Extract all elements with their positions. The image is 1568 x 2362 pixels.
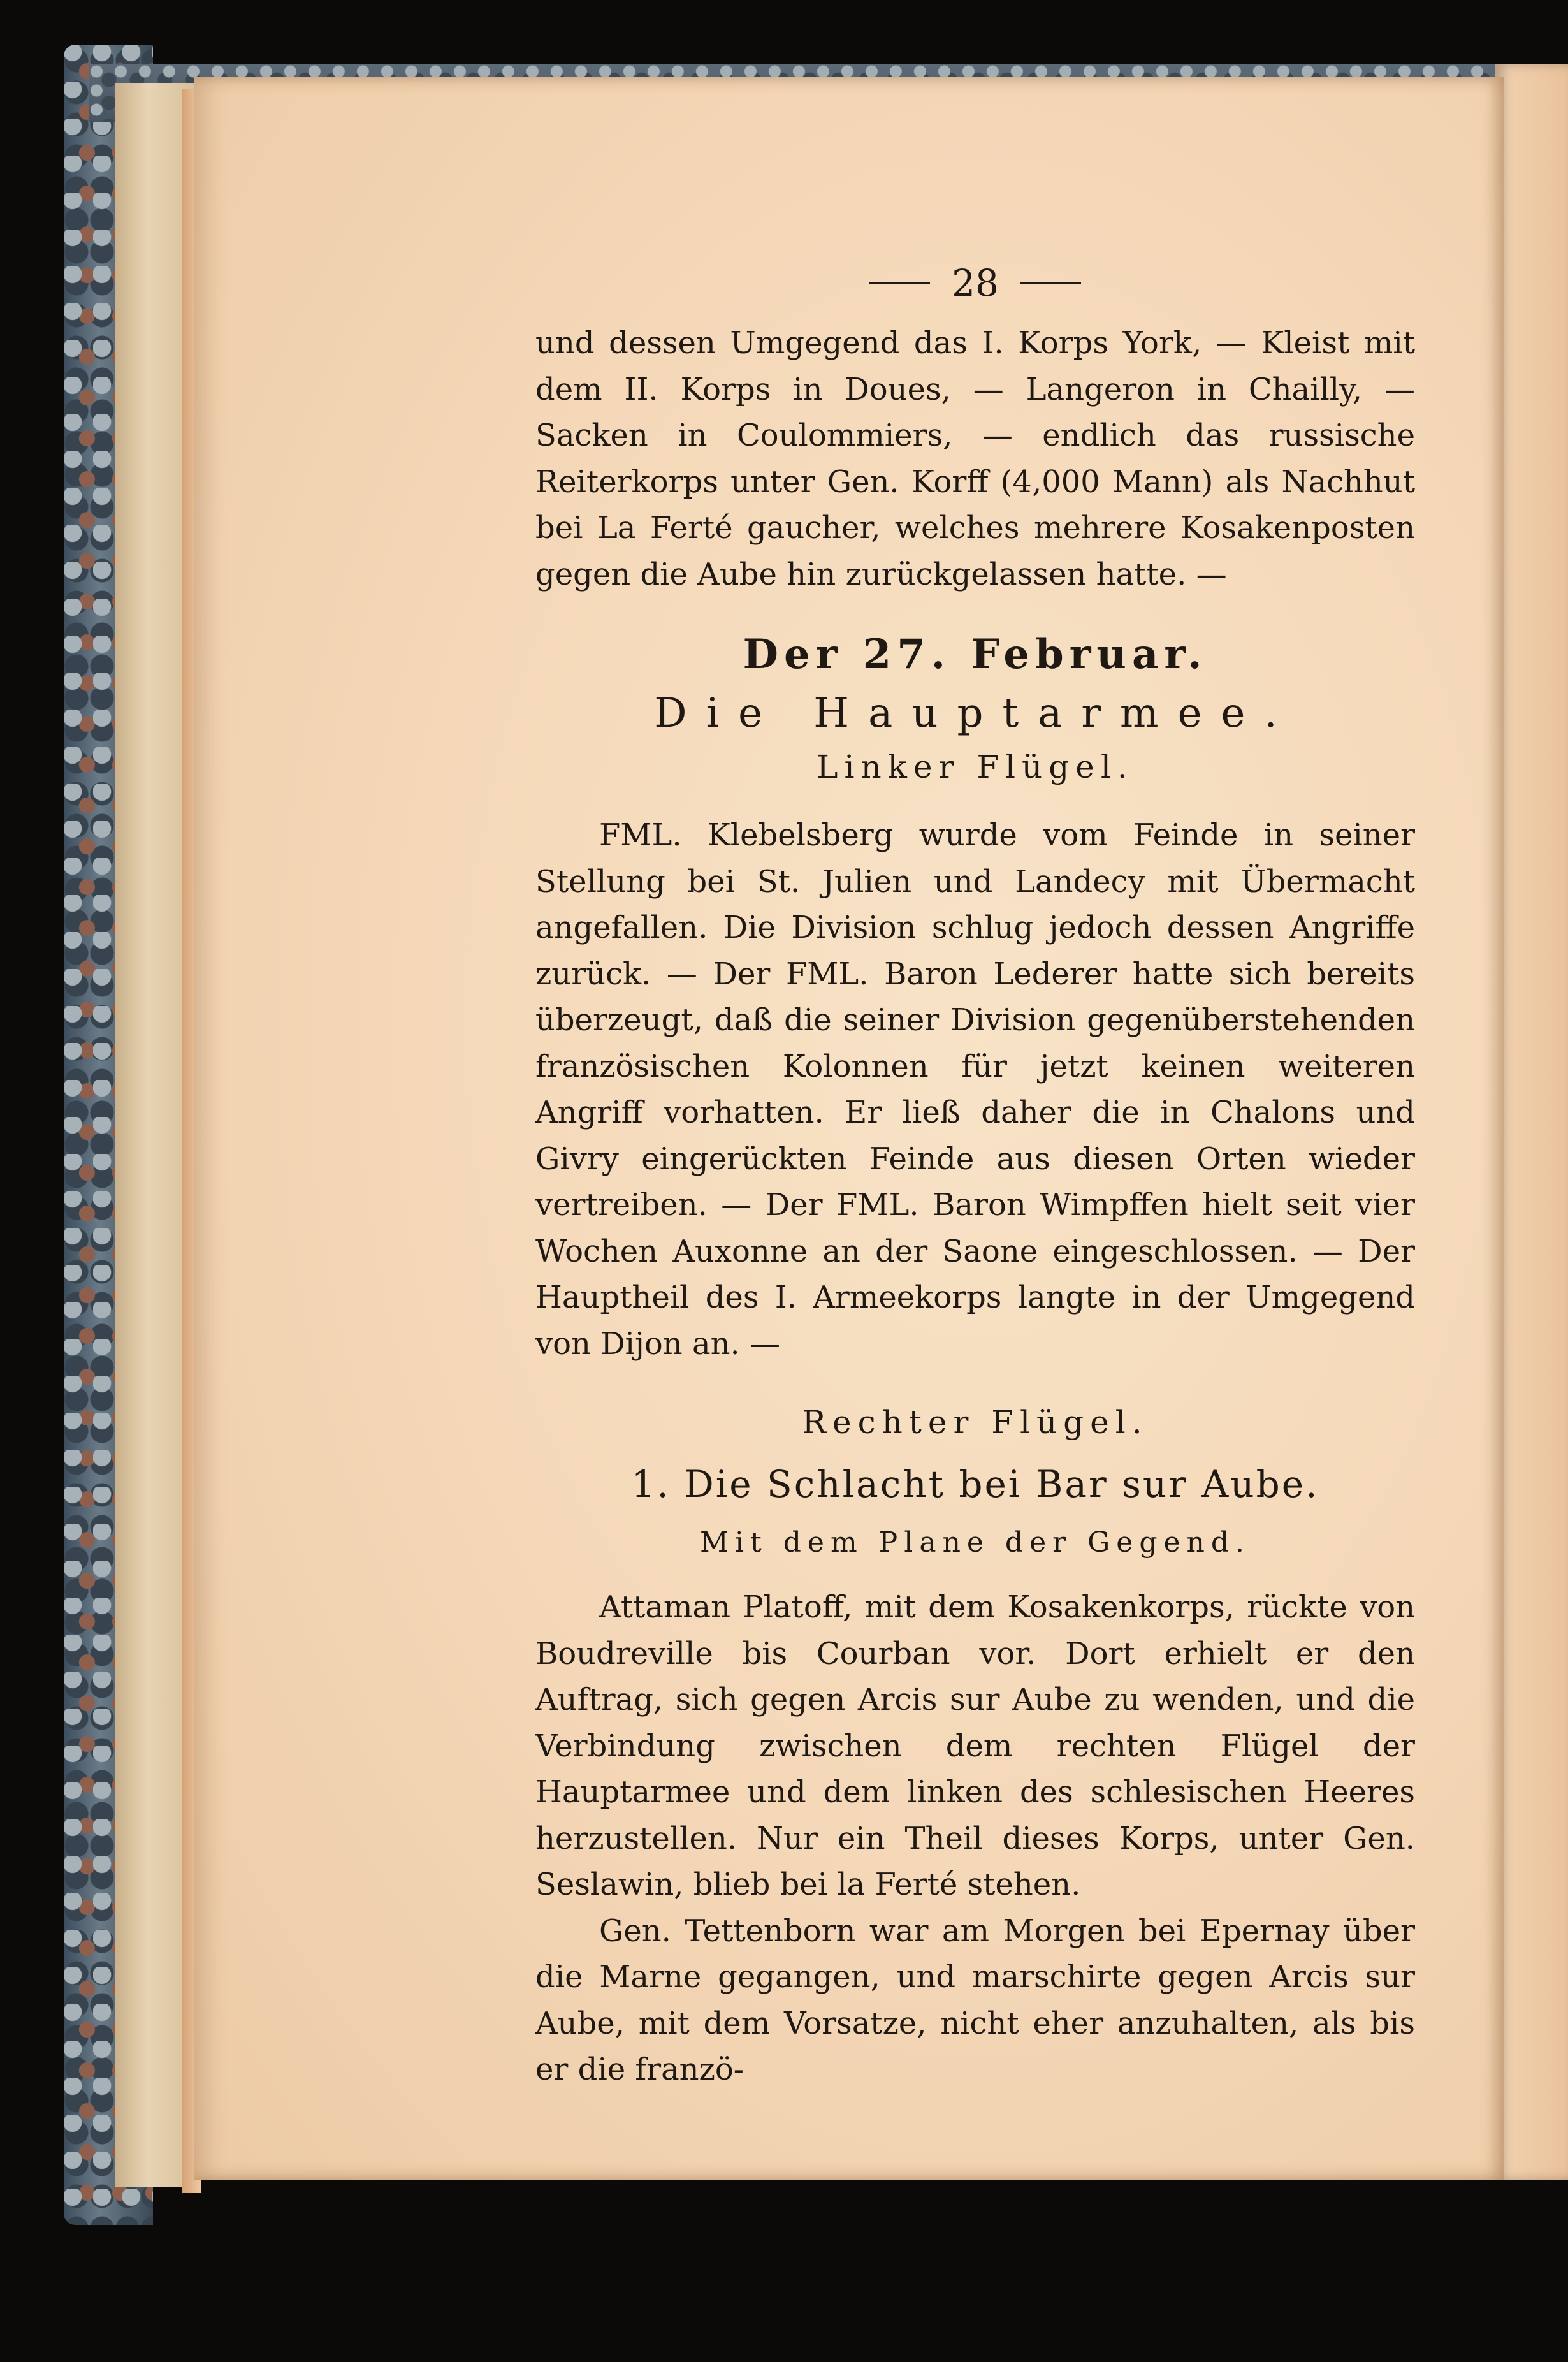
header-dash-right — [1020, 282, 1081, 284]
page-number: 28 — [952, 261, 999, 305]
page-text — [535, 261, 1415, 2093]
plan-subheading: Mit dem Plane der Gegend. — [699, 1526, 1251, 1559]
page-header — [535, 261, 1415, 305]
battle-heading: 1. Die Schlacht bei Bar sur Aube. — [631, 1462, 1319, 1506]
paragraph-3: Attaman Platoff, mit dem Kosakenkorps, rückte von Boudreville bis Courban vor. Dort erhielt er den Auftrag, sich gegen Arcis sur Aube zu wenden, und die Verbindung zwischen dem rechten Flügel der Hauptarmee und dem linken des schlesischen Heeres herzustellen. Nur ein Theil dieses Korps, unter Gen. Seslawin, blieb bei la Ferté stehen. — [535, 1589, 1415, 1902]
facing-page-edge — [1495, 64, 1568, 2180]
header-dash-left — [869, 282, 930, 284]
paragraph-2: FML. Klebelsberg wurde vom Feinde in seiner Stellung bei St. Julien und Landecy mit Übermacht angefallen. Die Division schlug jedoch dessen Angriffe zurück. — Der FML. Baron Lederer hatte sich bereits überzeugt, daß die seiner Division gegenüberstehenden französischen Kolonnen für jetzt keinen weiteren Angriff vorhatten. Er ließ daher die in Chalons und Givry eingerückten Feinde aus diesen Orten wieder vertreiben. — Der FML. Baron Wimpffen hielt seit vier Wochen Auxonne an der Saone eingeschlossen. — Der Hauptheil des I. Armeekorps langte in der Umgegend von Dijon an. — — [535, 817, 1415, 1362]
date-heading: Der 27. Februar. — [743, 631, 1208, 678]
army-heading: Die Hauptarmee. — [654, 690, 1296, 737]
left-wing-heading: Linker Flügel. — [817, 748, 1134, 785]
right-wing-heading: Rechter Flügel. — [802, 1404, 1149, 1441]
paragraph-1: und dessen Umgegend das I. Korps York, — Kleist mit dem II. Korps in Doues, — Langeron in Chailly, — Sacken in Coulommiers, — endlich das russische Reiterkorps unter Gen. Korff (4,000 Mann) als Nachhut bei La Ferté gaucher, welches mehrere Kosakenposten gegen die Aube hin zurückgelassen hatte. — — [535, 325, 1415, 592]
paragraph-4: Gen. Tettenborn war am Morgen bei Epernay über die Marne gegangen, und marschirte gegen Arcis sur Aube, mit dem Vorsatze, nicht eher anzuhalten, als bis er die franzö- — [535, 1913, 1415, 2087]
